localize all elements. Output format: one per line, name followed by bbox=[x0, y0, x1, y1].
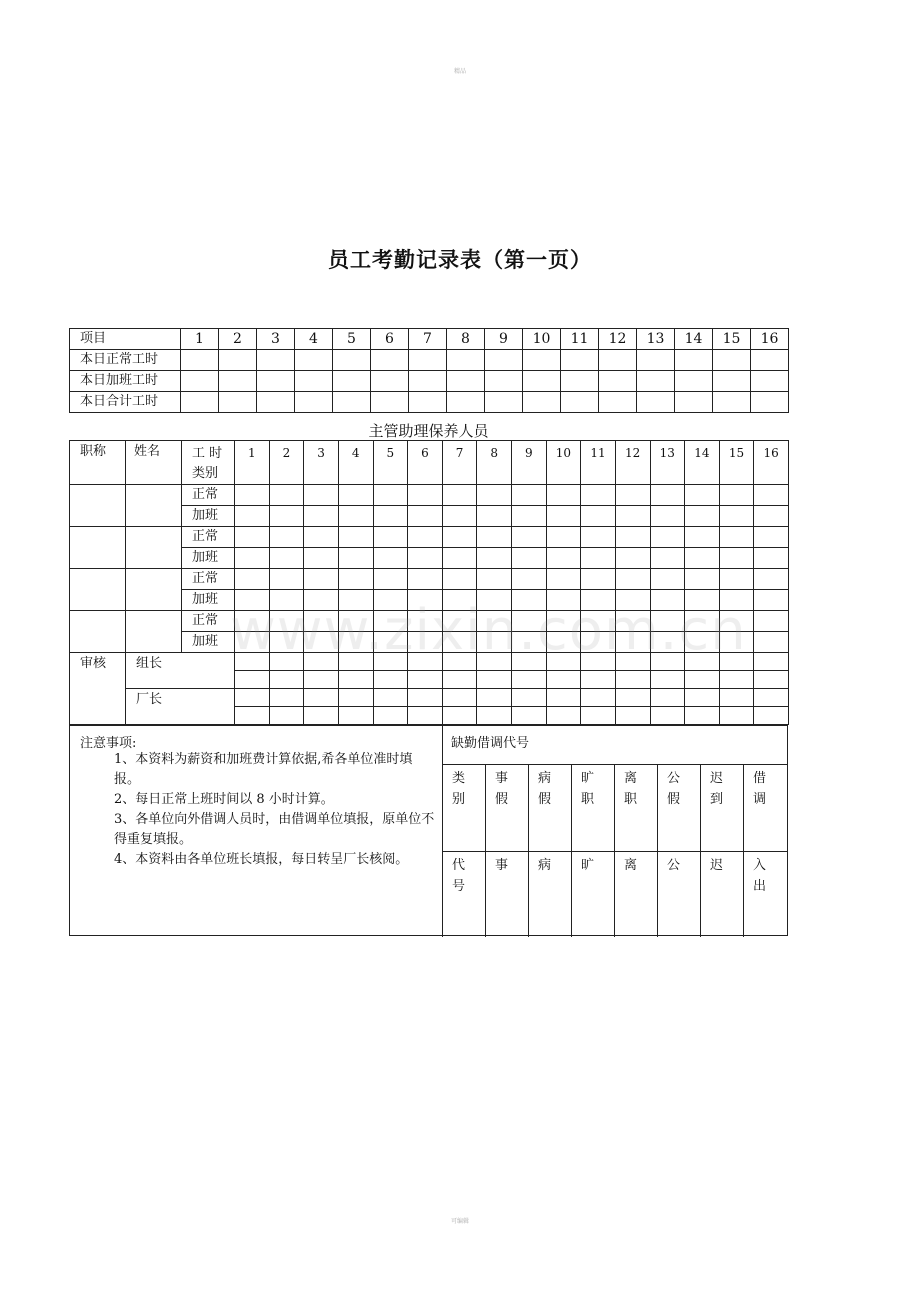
staff-hours-cell bbox=[408, 527, 443, 548]
summary-day-header: 7 bbox=[409, 329, 447, 350]
staff-hours-cell bbox=[581, 485, 616, 506]
staff-hours-cell bbox=[477, 506, 512, 527]
summary-cell bbox=[447, 350, 485, 371]
staff-hours-cell bbox=[408, 548, 443, 569]
staff-day-header: 16 bbox=[754, 441, 789, 485]
absence-code-cell bbox=[614, 851, 658, 937]
staff-hours-cell bbox=[581, 527, 616, 548]
staff-hours-cell bbox=[650, 527, 685, 548]
summary-cell bbox=[751, 392, 789, 413]
staff-header-row bbox=[70, 441, 789, 485]
staff-hours-cell bbox=[235, 548, 270, 569]
summary-day-header: 15 bbox=[713, 329, 751, 350]
absence-code-cell-text: 公 bbox=[667, 858, 681, 873]
staff-hours-cell bbox=[546, 506, 581, 527]
summary-day-header: 16 bbox=[751, 329, 789, 350]
summary-cell bbox=[257, 371, 295, 392]
absence-code-cell bbox=[700, 851, 744, 937]
absence-code-cell bbox=[442, 851, 486, 937]
summary-cell bbox=[257, 350, 295, 371]
staff-hours-cell bbox=[235, 569, 270, 590]
summary-day-header: 9 bbox=[485, 329, 523, 350]
staff-day-header: 2 bbox=[269, 441, 304, 485]
summary-cell bbox=[333, 350, 371, 371]
staff-hours-cell bbox=[581, 506, 616, 527]
review-cell bbox=[269, 689, 304, 707]
summary-cell bbox=[447, 371, 485, 392]
staff-hours-cell bbox=[685, 548, 720, 569]
review-cell bbox=[269, 671, 304, 689]
summary-day-header: 11 bbox=[561, 329, 599, 350]
staff-hours-cell bbox=[685, 527, 720, 548]
staff-name-cell bbox=[126, 569, 182, 611]
summary-cell bbox=[409, 392, 447, 413]
col-name-header: 姓名 bbox=[126, 441, 182, 485]
summary-day-header: 10 bbox=[523, 329, 561, 350]
summary-day-header: 3 bbox=[257, 329, 295, 350]
staff-hours-cell bbox=[650, 506, 685, 527]
staff-hours-cell bbox=[754, 548, 789, 569]
staff-title-cell bbox=[70, 485, 126, 527]
review-cell bbox=[477, 707, 512, 725]
staff-hours-cell bbox=[581, 548, 616, 569]
staff-hours-cell bbox=[338, 548, 373, 569]
review-cell bbox=[581, 671, 616, 689]
review-cell bbox=[408, 689, 443, 707]
staff-hours-cell bbox=[719, 548, 754, 569]
staff-hours-cell bbox=[615, 506, 650, 527]
summary-cell bbox=[257, 392, 295, 413]
summary-cell bbox=[561, 392, 599, 413]
staff-hours-cell bbox=[754, 527, 789, 548]
summary-cell bbox=[219, 371, 257, 392]
summary-cell bbox=[751, 350, 789, 371]
review-cell bbox=[373, 671, 408, 689]
summary-cell bbox=[371, 350, 409, 371]
absence-codes-grid bbox=[442, 764, 788, 937]
summary-cell bbox=[371, 392, 409, 413]
staff-hours-cell bbox=[512, 548, 547, 569]
staff-hours-cell bbox=[477, 527, 512, 548]
review-cell bbox=[546, 671, 581, 689]
absence-code-cell-text: 事 bbox=[495, 858, 509, 873]
review-cell bbox=[615, 671, 650, 689]
staff-row bbox=[70, 527, 789, 548]
staff-hours-cell bbox=[650, 548, 685, 569]
review-cell bbox=[338, 707, 373, 725]
summary-cell bbox=[181, 371, 219, 392]
summary-cell bbox=[447, 392, 485, 413]
note-item-3: 3、各单位向外借调人员时，由借调单位填报，原单位不得重复填报。 bbox=[114, 812, 435, 847]
summary-row-label: 本日正常工时 bbox=[70, 350, 181, 371]
staff-hours-cell bbox=[442, 569, 477, 590]
staff-hours-cell bbox=[442, 527, 477, 548]
staff-day-header: 13 bbox=[650, 441, 685, 485]
staff-day-header: 10 bbox=[546, 441, 581, 485]
review-cell bbox=[546, 689, 581, 707]
review-cell bbox=[650, 671, 685, 689]
absence-category-cell-text: 事假 bbox=[495, 771, 509, 807]
type-normal-label: 正常 bbox=[182, 611, 235, 632]
absence-category-cell-text: 病假 bbox=[538, 771, 552, 807]
staff-hours-cell bbox=[338, 569, 373, 590]
summary-row-label: 本日加班工时 bbox=[70, 371, 181, 392]
staff-hours-cell bbox=[477, 569, 512, 590]
staff-hours-cell bbox=[304, 548, 339, 569]
staff-hours-cell bbox=[512, 485, 547, 506]
team-leader-label: 组长 bbox=[126, 653, 235, 689]
staff-day-header: 4 bbox=[338, 441, 373, 485]
staff-hours-cell bbox=[235, 527, 270, 548]
review-cell bbox=[512, 707, 547, 725]
page-header-text: 精品 bbox=[453, 68, 466, 75]
review-label: 审核 bbox=[70, 653, 126, 725]
review-cell bbox=[304, 707, 339, 725]
absence-code-cell bbox=[743, 851, 788, 937]
staff-hours-cell bbox=[546, 548, 581, 569]
summary-cell bbox=[675, 350, 713, 371]
page-title: 员工考勤记录表（第一页） bbox=[328, 248, 592, 272]
staff-hours-cell bbox=[477, 548, 512, 569]
staff-hours-cell bbox=[373, 527, 408, 548]
absence-code-cell-text: 旷 bbox=[581, 858, 595, 873]
summary-cell bbox=[295, 392, 333, 413]
staff-name-cell bbox=[126, 611, 182, 653]
staff-section-subtitle: 主管助理保养人员 bbox=[368, 422, 489, 440]
staff-day-header: 15 bbox=[719, 441, 754, 485]
col-type-header bbox=[182, 441, 235, 485]
staff-day-header: 6 bbox=[408, 441, 443, 485]
summary-cell bbox=[637, 371, 675, 392]
summary-cell bbox=[637, 350, 675, 371]
review-cell bbox=[442, 707, 477, 725]
staff-hours-cell bbox=[581, 569, 616, 590]
staff-hours-cell bbox=[338, 527, 373, 548]
summary-cell bbox=[713, 350, 751, 371]
absence-category-cell bbox=[743, 764, 788, 851]
type-overtime-label: 加班 bbox=[182, 506, 235, 527]
staff-name-cell bbox=[126, 527, 182, 569]
staff-hours-cell bbox=[754, 506, 789, 527]
review-cell bbox=[442, 671, 477, 689]
review-cell bbox=[719, 671, 754, 689]
summary-cell bbox=[523, 350, 561, 371]
summary-cell bbox=[751, 371, 789, 392]
type-overtime-label: 加班 bbox=[182, 632, 235, 653]
absence-category-cell bbox=[657, 764, 701, 851]
staff-hours-cell bbox=[754, 632, 789, 653]
staff-hours-cell bbox=[304, 506, 339, 527]
absence-code-cell-text: 入出 bbox=[753, 858, 767, 894]
review-cell bbox=[477, 671, 512, 689]
col-title-header: 职称 bbox=[70, 441, 126, 485]
review-cell bbox=[685, 689, 720, 707]
note-item-4: 4、本资料由各单位班长填报，每日转呈厂长核阅。 bbox=[114, 852, 409, 867]
staff-day-header: 8 bbox=[477, 441, 512, 485]
review-cell bbox=[304, 689, 339, 707]
absence-code-cell-text: 病 bbox=[538, 858, 552, 873]
staff-hours-cell bbox=[338, 485, 373, 506]
staff-title-cell bbox=[70, 569, 126, 611]
staff-hours-cell bbox=[269, 569, 304, 590]
review-cell bbox=[754, 689, 789, 707]
col-type-line2: 类别 bbox=[192, 466, 219, 481]
review-cell bbox=[754, 707, 789, 725]
review-cell bbox=[615, 689, 650, 707]
summary-cell bbox=[675, 392, 713, 413]
staff-hours-cell bbox=[304, 569, 339, 590]
summary-cell bbox=[599, 371, 637, 392]
staff-day-header: 11 bbox=[581, 441, 616, 485]
staff-hours-cell bbox=[615, 569, 650, 590]
absence-codes-title: 缺勤借调代号 bbox=[451, 736, 530, 751]
summary-day-header: 1 bbox=[181, 329, 219, 350]
staff-hours-cell bbox=[442, 485, 477, 506]
type-overtime-label: 加班 bbox=[182, 590, 235, 611]
summary-cell bbox=[713, 392, 751, 413]
absence-category-cell bbox=[442, 764, 486, 851]
review-cell bbox=[373, 707, 408, 725]
summary-row bbox=[70, 392, 789, 413]
staff-hours-cell bbox=[546, 527, 581, 548]
absence-category-cell bbox=[528, 764, 572, 851]
staff-attendance-table bbox=[69, 440, 789, 725]
summary-day-header: 4 bbox=[295, 329, 333, 350]
staff-hours-cell bbox=[269, 485, 304, 506]
watermark: www.zixin.com.cn bbox=[230, 598, 747, 663]
summary-cell bbox=[333, 371, 371, 392]
type-normal-label: 正常 bbox=[182, 485, 235, 506]
summary-cell bbox=[333, 392, 371, 413]
summary-header-row bbox=[70, 329, 789, 350]
staff-hours-cell bbox=[719, 569, 754, 590]
review-cell bbox=[235, 707, 270, 725]
staff-hours-cell bbox=[408, 569, 443, 590]
absence-code-cell-text: 代号 bbox=[452, 858, 466, 894]
summary-cell bbox=[599, 392, 637, 413]
staff-hours-cell bbox=[754, 569, 789, 590]
staff-hours-cell bbox=[304, 485, 339, 506]
staff-day-header: 5 bbox=[373, 441, 408, 485]
summary-cell bbox=[599, 350, 637, 371]
summary-cell bbox=[295, 350, 333, 371]
staff-hours-cell bbox=[373, 569, 408, 590]
summary-day-header: 13 bbox=[637, 329, 675, 350]
review-cell bbox=[719, 689, 754, 707]
summary-cell bbox=[713, 371, 751, 392]
absence-category-cell bbox=[700, 764, 744, 851]
absence-category-cell-text: 公假 bbox=[667, 771, 681, 807]
review-cell bbox=[338, 671, 373, 689]
absence-category-cell-text: 离职 bbox=[624, 771, 638, 807]
staff-name-cell bbox=[126, 485, 182, 527]
absence-code-cell bbox=[528, 851, 572, 937]
staff-hours-cell bbox=[719, 485, 754, 506]
staff-day-header: 14 bbox=[685, 441, 720, 485]
review-cell bbox=[408, 707, 443, 725]
summary-cell bbox=[295, 371, 333, 392]
absence-category-cell-text: 类别 bbox=[452, 771, 466, 807]
staff-hours-cell bbox=[269, 527, 304, 548]
notes-title: 注意事项: bbox=[80, 736, 137, 751]
absence-code-cell bbox=[485, 851, 529, 937]
summary-row bbox=[70, 350, 789, 371]
staff-hours-cell bbox=[408, 506, 443, 527]
review-cell bbox=[373, 689, 408, 707]
summary-cell bbox=[181, 392, 219, 413]
note-item-2: 2、每日正常上班时间以 8 小时计算。 bbox=[114, 792, 334, 807]
staff-hours-cell bbox=[615, 485, 650, 506]
staff-hours-cell bbox=[685, 569, 720, 590]
review-cell bbox=[304, 671, 339, 689]
review-cell bbox=[477, 689, 512, 707]
absence-category-cell-text: 借调 bbox=[753, 771, 767, 807]
staff-hours-cell bbox=[442, 506, 477, 527]
staff-title-cell bbox=[70, 611, 126, 653]
summary-row bbox=[70, 371, 789, 392]
summary-cell bbox=[561, 350, 599, 371]
review-cell bbox=[269, 707, 304, 725]
staff-hours-cell bbox=[338, 506, 373, 527]
review-cell bbox=[719, 707, 754, 725]
review-cell bbox=[512, 689, 547, 707]
summary-cell bbox=[675, 371, 713, 392]
staff-hours-cell bbox=[546, 569, 581, 590]
staff-hours-cell bbox=[685, 506, 720, 527]
type-normal-label: 正常 bbox=[182, 527, 235, 548]
staff-hours-cell bbox=[685, 485, 720, 506]
summary-cell bbox=[485, 392, 523, 413]
col-type-line1: 工 时 bbox=[192, 446, 223, 461]
notes-box bbox=[69, 725, 443, 936]
staff-hours-cell bbox=[754, 485, 789, 506]
summary-day-header: 6 bbox=[371, 329, 409, 350]
review-cell bbox=[685, 707, 720, 725]
staff-hours-cell bbox=[373, 548, 408, 569]
note-item-1: 1、本资料为薪资和加班费计算依据,希各单位准时填报。 bbox=[114, 752, 413, 787]
summary-cell bbox=[219, 350, 257, 371]
summary-cell bbox=[523, 392, 561, 413]
summary-row-label: 本日合计工时 bbox=[70, 392, 181, 413]
staff-day-header: 3 bbox=[304, 441, 339, 485]
staff-row bbox=[70, 485, 789, 506]
summary-day-header: 8 bbox=[447, 329, 485, 350]
absence-category-cell bbox=[614, 764, 658, 851]
absence-category-cell bbox=[485, 764, 529, 851]
staff-hours-cell bbox=[269, 506, 304, 527]
review-cell bbox=[338, 689, 373, 707]
review-cell bbox=[650, 689, 685, 707]
absence-category-cell-text: 旷职 bbox=[581, 771, 595, 807]
staff-hours-cell bbox=[650, 569, 685, 590]
review-cell bbox=[615, 707, 650, 725]
staff-day-header: 1 bbox=[235, 441, 270, 485]
staff-row bbox=[70, 569, 789, 590]
staff-hours-cell bbox=[442, 548, 477, 569]
type-overtime-label: 加班 bbox=[182, 548, 235, 569]
absence-code-cell-text: 离 bbox=[624, 858, 638, 873]
summary-day-header: 2 bbox=[219, 329, 257, 350]
review-cell bbox=[408, 671, 443, 689]
staff-title-cell bbox=[70, 527, 126, 569]
summary-cell bbox=[181, 350, 219, 371]
staff-hours-cell bbox=[615, 527, 650, 548]
staff-day-header: 7 bbox=[442, 441, 477, 485]
review-cell bbox=[546, 707, 581, 725]
review-cell bbox=[650, 707, 685, 725]
absence-category-cell bbox=[571, 764, 615, 851]
absence-code-cell-text: 迟 bbox=[710, 858, 724, 873]
staff-hours-cell bbox=[754, 590, 789, 611]
staff-hours-cell bbox=[719, 527, 754, 548]
staff-hours-cell bbox=[373, 485, 408, 506]
staff-hours-cell bbox=[235, 506, 270, 527]
review-cell bbox=[754, 653, 789, 671]
staff-hours-cell bbox=[373, 506, 408, 527]
summary-cell bbox=[523, 371, 561, 392]
page-footer-text: 可编辑 bbox=[450, 1218, 469, 1225]
absence-code-cell bbox=[571, 851, 615, 937]
review-cell bbox=[581, 707, 616, 725]
review-cell bbox=[235, 689, 270, 707]
review-cell bbox=[754, 671, 789, 689]
staff-hours-cell bbox=[512, 569, 547, 590]
staff-hours-cell bbox=[719, 506, 754, 527]
staff-hours-cell bbox=[615, 548, 650, 569]
review-cell bbox=[581, 689, 616, 707]
summary-label-header: 项目 bbox=[70, 329, 181, 350]
staff-hours-cell bbox=[512, 527, 547, 548]
staff-hours-cell bbox=[512, 506, 547, 527]
staff-hours-cell bbox=[304, 527, 339, 548]
staff-hours-cell bbox=[408, 485, 443, 506]
review-row bbox=[70, 689, 789, 707]
staff-day-header: 9 bbox=[512, 441, 547, 485]
absence-category-cell-text: 迟到 bbox=[710, 771, 724, 807]
staff-day-header: 12 bbox=[615, 441, 650, 485]
summary-cell bbox=[409, 350, 447, 371]
staff-hours-cell bbox=[235, 485, 270, 506]
review-cell bbox=[512, 671, 547, 689]
staff-hours-cell bbox=[650, 485, 685, 506]
staff-hours-cell bbox=[269, 548, 304, 569]
daily-hours-summary-table bbox=[69, 328, 789, 413]
type-normal-label: 正常 bbox=[182, 569, 235, 590]
summary-day-header: 12 bbox=[599, 329, 637, 350]
review-cell bbox=[685, 671, 720, 689]
absence-code-cell bbox=[657, 851, 701, 937]
staff-hours-cell bbox=[546, 485, 581, 506]
summary-cell bbox=[485, 371, 523, 392]
review-cell bbox=[442, 689, 477, 707]
absence-codes-box bbox=[442, 725, 788, 936]
factory-manager-label: 厂长 bbox=[126, 689, 235, 725]
summary-cell bbox=[409, 371, 447, 392]
summary-cell bbox=[561, 371, 599, 392]
summary-cell bbox=[371, 371, 409, 392]
staff-hours-cell bbox=[477, 485, 512, 506]
review-cell bbox=[235, 671, 270, 689]
summary-day-header: 5 bbox=[333, 329, 371, 350]
staff-hours-cell bbox=[754, 611, 789, 632]
summary-cell bbox=[219, 392, 257, 413]
summary-cell bbox=[637, 392, 675, 413]
summary-cell bbox=[485, 350, 523, 371]
summary-day-header: 14 bbox=[675, 329, 713, 350]
